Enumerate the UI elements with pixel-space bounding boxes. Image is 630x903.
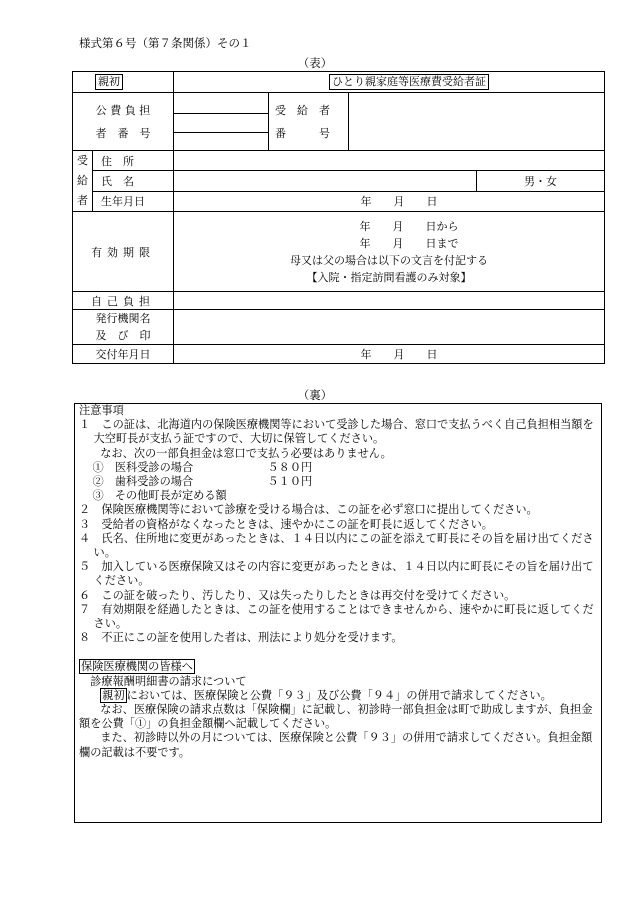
oyahatsu-box: 親初	[95, 74, 123, 90]
fee-dental: ② 歯科受診の場合 ５１０円	[92, 475, 313, 489]
note-item-2: ２ 保険医療機関等において診療を受ける場合は、この証を必ず窓口に提出してください。	[79, 503, 538, 517]
recipient-number-label: 受 給 者 番 号	[269, 93, 349, 151]
note-item-4: ４ 氏名、住所地に変更があったときは、１４日以内にこの証を添えて町長にその旨を届け出てください。	[79, 531, 594, 560]
to-institutions-heading: 保険医療機関の皆様へ	[81, 660, 193, 674]
claim-oyahatsu-box: 親初	[102, 688, 125, 702]
note-item-1-sub: なお、次の一部負担金は窓口で支払う必要はありません。	[100, 446, 392, 460]
claim-paragraph-1: 親初 においては、医療保険と公費「９３」及び公費「９４」の併用で請求してください。	[102, 688, 552, 702]
notes-heading: 注意事項	[79, 404, 124, 417]
dob-label: 生年月日	[93, 191, 174, 211]
issue-date-label: 交付年月日	[73, 345, 174, 364]
claim-paragraph-2: なお、医療保険の請求点数は「保険欄」に記載し、初診時一部負担金は町で助成しますが、負担金額を公費「①」の負担金額欄へ記載してください。	[79, 703, 593, 731]
gender-field[interactable]: 男・女	[477, 171, 605, 191]
fee-other: ③ その他町長が定める額	[92, 489, 227, 503]
issue-date-field[interactable]: 年 月 日	[174, 345, 605, 364]
recipient-label: 受 給 者	[73, 151, 93, 212]
address-label: 住 所	[93, 151, 174, 171]
validity-label: 有効期限	[73, 212, 174, 292]
issuer-label: 発行機関名 及 び 印	[73, 310, 174, 345]
form-number: 様式第６号（第７条関係）その１	[79, 36, 252, 50]
self-pay-label: 自己負担	[73, 292, 174, 310]
fee-medical: ① 医科受診の場合 ５８０円	[92, 460, 313, 474]
note-item-8: ８ 不正にこの証を使用した者は、刑法により処分を受けます。	[79, 631, 403, 645]
payer-number-label: 公 費 負 担 者 番 号	[73, 93, 174, 151]
recipient-number-field[interactable]	[349, 93, 605, 151]
note-item-1: １ この証は、北海道内の保険医療機関等において受診した場合、窓口で支払うべく自己負担相当額を大空町長が支払う証ですので、大切に保管してください。	[79, 418, 594, 446]
claim-paragraph-3: また、初診時以外の月については、医療保険と公費「９３」の併用で請求してください。負担金額欄の記載は不要です。	[79, 731, 593, 759]
claim-title: 診療報酬明細書の請求について	[90, 674, 247, 688]
payer-number-field[interactable]	[174, 93, 269, 151]
self-pay-field[interactable]	[174, 292, 605, 310]
dob-field[interactable]: 年 月 日	[174, 191, 605, 211]
front-side-label: （表）	[297, 56, 333, 70]
name-field[interactable]	[174, 171, 477, 191]
note-item-7: ７ 有効期限を経過したときは、この証を使用することはできませんから、速やかに町長に返してください。	[79, 602, 594, 631]
name-label: 氏 名	[93, 171, 174, 191]
note-item-3: ３ 受給者の資格がなくなったときは、速やかにこの証を町長に返してください。	[79, 517, 493, 531]
validity-field[interactable]: 年 月 日から 年 月 日まで 母又は父の場合は以下の文言を付記する 【入院・指定訪問看護のみ対象】	[174, 212, 605, 292]
address-field[interactable]	[174, 151, 605, 171]
certificate-front-table	[72, 71, 605, 364]
issuer-field[interactable]	[174, 310, 605, 345]
back-side-label: （裏）	[297, 388, 333, 402]
note-item-5: ５ 加入している医療保険又はその内容に変更があったときは、１４日以内に町長にその旨を届け出てください。	[79, 560, 594, 588]
back-notes-box	[74, 403, 602, 823]
note-item-6: ６ この証を破ったり、汚したり、又は失ったりしたときは再交付を受けてください。	[79, 588, 516, 602]
certificate-title: ひとり親家庭等医療費受給者証	[329, 74, 489, 90]
